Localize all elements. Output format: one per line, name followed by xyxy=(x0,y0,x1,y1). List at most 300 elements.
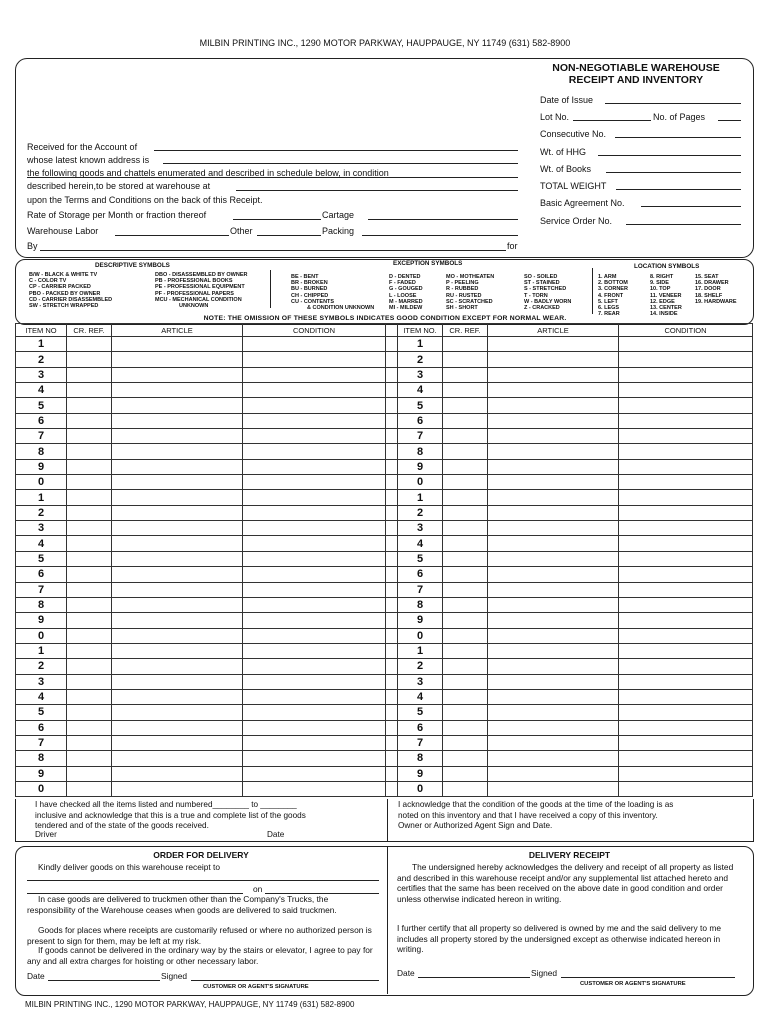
cr-ref-cell[interactable] xyxy=(443,337,488,352)
article-cell[interactable] xyxy=(112,429,243,444)
article-cell[interactable] xyxy=(112,720,243,735)
article-cell[interactable] xyxy=(488,398,619,413)
item-number-left: 2 xyxy=(16,659,67,674)
article-cell[interactable] xyxy=(112,475,243,490)
service-order-field[interactable] xyxy=(626,224,741,225)
cr-ref-cell[interactable] xyxy=(443,490,488,505)
symbol-entry: 19. HARDWARE xyxy=(695,298,737,305)
article-cell[interactable] xyxy=(488,475,619,490)
order-signed-label: Signed xyxy=(161,971,188,981)
item-number-left: 0 xyxy=(16,475,67,490)
wt-hhg-field[interactable] xyxy=(598,155,741,156)
article-cell[interactable] xyxy=(112,689,243,704)
receipt-title: DELIVERY RECEIPT xyxy=(528,850,611,860)
symbol-entry: 1. ARM xyxy=(598,274,617,280)
cr-ref-cell[interactable] xyxy=(443,705,488,720)
cr-ref-cell[interactable] xyxy=(67,659,112,674)
deliver-to-field[interactable] xyxy=(27,880,379,881)
item-number-left: 4 xyxy=(16,689,67,704)
article-cell[interactable] xyxy=(488,705,619,720)
service-order-label: Service Order No. xyxy=(540,216,613,226)
wt-books-label: Wt. of Books xyxy=(540,164,592,174)
condition-cell[interactable] xyxy=(619,367,753,382)
article-cell[interactable] xyxy=(112,751,243,766)
ack-left-line: I have checked all the items listed and numbered________ to ________ xyxy=(35,800,297,809)
condition-cell[interactable] xyxy=(243,751,386,766)
condition-cell[interactable] xyxy=(243,413,386,428)
article-cell[interactable] xyxy=(488,720,619,735)
condition-cell[interactable] xyxy=(243,643,386,658)
condition-cell[interactable] xyxy=(243,766,386,781)
cr-ref-cell[interactable] xyxy=(443,567,488,582)
receipt-date-field[interactable] xyxy=(418,977,530,978)
gap-cell xyxy=(386,751,398,766)
table-row xyxy=(16,521,753,536)
table-row xyxy=(16,444,753,459)
item-number-right: 0 xyxy=(398,628,443,643)
item-number-right: 6 xyxy=(398,720,443,735)
total-weight-field[interactable] xyxy=(616,189,741,190)
item-number-right: 7 xyxy=(398,582,443,597)
item-number-right: 8 xyxy=(398,597,443,612)
cr-ref-cell[interactable] xyxy=(443,766,488,781)
article-cell[interactable] xyxy=(488,367,619,382)
gap-cell xyxy=(386,689,398,704)
address-field-2[interactable] xyxy=(27,177,518,178)
article-cell[interactable] xyxy=(112,505,243,520)
condition-cell[interactable] xyxy=(619,337,753,352)
article-cell[interactable] xyxy=(488,413,619,428)
article-cell[interactable] xyxy=(112,521,243,536)
cr-ref-cell[interactable] xyxy=(67,337,112,352)
cr-ref-cell[interactable] xyxy=(443,735,488,750)
cr-ref-cell[interactable] xyxy=(443,597,488,612)
condition-cell[interactable] xyxy=(619,689,753,704)
address-field[interactable] xyxy=(163,163,518,164)
article-cell[interactable] xyxy=(488,567,619,582)
condition-cell[interactable] xyxy=(243,628,386,643)
labor-field[interactable] xyxy=(115,235,229,236)
condition-cell[interactable] xyxy=(243,490,386,505)
cr-ref-cell[interactable] xyxy=(443,781,488,796)
by-field[interactable] xyxy=(40,250,506,251)
article-cell[interactable] xyxy=(488,352,619,367)
table-row xyxy=(16,720,753,735)
article-cell[interactable] xyxy=(112,398,243,413)
table-row xyxy=(16,429,753,444)
cr-ref-cell[interactable] xyxy=(443,429,488,444)
cr-ref-cell[interactable] xyxy=(443,628,488,643)
condition-cell[interactable] xyxy=(619,781,753,796)
cr-ref-cell[interactable] xyxy=(67,674,112,689)
cr-ref-cell[interactable] xyxy=(443,613,488,628)
symbol-entry: 13. CENTER xyxy=(650,305,682,312)
cr-ref-cell[interactable] xyxy=(67,628,112,643)
article-cell[interactable] xyxy=(112,643,243,658)
symbol-entry: PBO - PACKED BY OWNER xyxy=(29,290,101,297)
condition-cell[interactable] xyxy=(243,720,386,735)
date-of-issue-field[interactable] xyxy=(605,103,741,104)
condition-cell[interactable] xyxy=(619,751,753,766)
condition-cell[interactable] xyxy=(619,582,753,597)
cr-ref-cell[interactable] xyxy=(67,459,112,474)
cr-ref-cell[interactable] xyxy=(67,444,112,459)
cr-ref-cell[interactable] xyxy=(443,720,488,735)
condition-cell[interactable] xyxy=(243,536,386,551)
item-number-right: 1 xyxy=(398,337,443,352)
article-cell[interactable] xyxy=(488,551,619,566)
total-weight-label: TOTAL WEIGHT xyxy=(540,181,607,191)
cr-ref-cell[interactable] xyxy=(443,475,488,490)
rate-label: Rate of Storage per Month or fraction thereof xyxy=(27,210,207,220)
article-cell[interactable] xyxy=(488,505,619,520)
article-cell[interactable] xyxy=(112,659,243,674)
cr-ref-cell[interactable] xyxy=(443,459,488,474)
condition-cell[interactable] xyxy=(619,735,753,750)
cr-ref-cell[interactable] xyxy=(67,429,112,444)
article-cell[interactable] xyxy=(112,567,243,582)
cr-ref-cell[interactable] xyxy=(67,367,112,382)
gap-cell xyxy=(386,613,398,628)
header-cr-ref-right: CR. REF. xyxy=(443,324,488,337)
condition-cell[interactable] xyxy=(619,352,753,367)
gap-cell xyxy=(386,735,398,750)
item-number-right: 9 xyxy=(398,459,443,474)
table-row xyxy=(16,459,753,474)
article-cell[interactable] xyxy=(488,490,619,505)
cr-ref-cell[interactable] xyxy=(443,398,488,413)
item-number-right: 4 xyxy=(398,689,443,704)
article-cell[interactable] xyxy=(112,628,243,643)
gap-cell xyxy=(386,490,398,505)
inventory-table xyxy=(15,323,753,797)
cr-ref-cell[interactable] xyxy=(443,551,488,566)
gap-cell xyxy=(386,674,398,689)
symbol-entry: M - MARRED xyxy=(389,298,423,305)
item-number-left: 8 xyxy=(16,751,67,766)
cr-ref-cell[interactable] xyxy=(67,766,112,781)
condition-cell[interactable] xyxy=(619,490,753,505)
receipt-p2: I further certify that all property so delivered is owned by me and the said delivery to me includes all property stored by the undersigned except as otherwise indicated hereon in writing. xyxy=(397,923,721,955)
header-gap xyxy=(386,324,398,337)
table-row xyxy=(16,398,753,413)
condition-cell[interactable] xyxy=(243,659,386,674)
article-cell[interactable] xyxy=(112,582,243,597)
condition-cell[interactable] xyxy=(619,705,753,720)
cr-ref-cell[interactable] xyxy=(443,383,488,398)
cr-ref-cell[interactable] xyxy=(443,352,488,367)
symbol-entry: & CONDITION UNKNOWN xyxy=(307,305,375,312)
article-cell[interactable] xyxy=(488,751,619,766)
cr-ref-cell[interactable] xyxy=(443,582,488,597)
article-cell[interactable] xyxy=(488,444,619,459)
condition-cell[interactable] xyxy=(619,383,753,398)
article-cell[interactable] xyxy=(112,705,243,720)
symbol-entry: BU - BURNED xyxy=(291,286,328,293)
cr-ref-cell[interactable] xyxy=(67,751,112,766)
condition-cell[interactable] xyxy=(619,551,753,566)
item-number-left: 7 xyxy=(16,429,67,444)
condition-cell[interactable] xyxy=(243,613,386,628)
ack-left xyxy=(35,800,385,832)
cr-ref-cell[interactable] xyxy=(67,705,112,720)
address-label: whose latest known address is xyxy=(27,155,150,165)
article-cell[interactable] xyxy=(112,413,243,428)
symbol-entry: Z - CRACKED xyxy=(524,305,560,312)
article-cell[interactable] xyxy=(112,444,243,459)
condition-cell[interactable] xyxy=(619,459,753,474)
symbol-entry: 6. LEGS xyxy=(598,305,620,312)
article-cell[interactable] xyxy=(112,613,243,628)
rate-field[interactable] xyxy=(233,219,321,220)
condition-cell[interactable] xyxy=(619,475,753,490)
condition-cell[interactable] xyxy=(243,551,386,566)
article-cell[interactable] xyxy=(112,674,243,689)
basic-agreement-field[interactable] xyxy=(641,206,741,207)
terms-label: upon the Terms and Conditions on the back of this Receipt. xyxy=(27,195,263,205)
condition-cell[interactable] xyxy=(619,567,753,582)
cr-ref-cell[interactable] xyxy=(67,521,112,536)
article-cell[interactable] xyxy=(488,766,619,781)
article-cell[interactable] xyxy=(488,597,619,612)
item-number-left: 9 xyxy=(16,613,67,628)
condition-cell[interactable] xyxy=(243,429,386,444)
item-number-left: 4 xyxy=(16,383,67,398)
consecutive-no-field[interactable] xyxy=(615,137,741,138)
condition-cell[interactable] xyxy=(243,781,386,796)
condition-cell[interactable] xyxy=(243,505,386,520)
condition-cell[interactable] xyxy=(243,444,386,459)
condition-cell[interactable] xyxy=(243,352,386,367)
condition-cell[interactable] xyxy=(243,674,386,689)
symbol-entry: S - STRETCHED xyxy=(524,286,567,293)
cr-ref-cell[interactable] xyxy=(67,720,112,735)
cr-ref-cell[interactable] xyxy=(67,689,112,704)
condition-cell[interactable] xyxy=(619,659,753,674)
item-number-left: 4 xyxy=(16,536,67,551)
cr-ref-cell[interactable] xyxy=(67,352,112,367)
cr-ref-cell[interactable] xyxy=(67,505,112,520)
article-cell[interactable] xyxy=(488,429,619,444)
symbol-entry: UNKNOWN xyxy=(179,303,209,310)
article-cell[interactable] xyxy=(488,628,619,643)
symbol-entry: T - TORN xyxy=(524,292,548,299)
symbol-entry: CD - CARRIER DISASSEMBLED xyxy=(29,296,113,303)
symbol-entry: C - COLOR TV xyxy=(29,278,67,285)
item-number-right: 4 xyxy=(398,536,443,551)
article-cell[interactable] xyxy=(112,459,243,474)
article-cell[interactable] xyxy=(488,659,619,674)
article-cell[interactable] xyxy=(488,459,619,474)
cr-ref-cell[interactable] xyxy=(67,781,112,796)
cr-ref-cell[interactable] xyxy=(67,490,112,505)
warehouse-field[interactable] xyxy=(236,190,518,191)
condition-cell[interactable] xyxy=(619,429,753,444)
condition-cell[interactable] xyxy=(243,567,386,582)
cr-ref-cell[interactable] xyxy=(67,398,112,413)
gap-cell xyxy=(386,781,398,796)
condition-cell[interactable] xyxy=(619,536,753,551)
article-cell[interactable] xyxy=(112,536,243,551)
cr-ref-cell[interactable] xyxy=(443,659,488,674)
cr-ref-cell[interactable] xyxy=(67,413,112,428)
symbol-entry: 8. RIGHT xyxy=(650,274,674,280)
header-text: MILBIN PRINTING INC., 1290 MOTOR PARKWAY, HAUPPAUGE, NY 11749 (631) 582-8900 xyxy=(199,38,571,48)
cr-ref-cell[interactable] xyxy=(443,751,488,766)
symbol-entry: DBO - DISASSEMBLED BY OWNER xyxy=(155,272,248,278)
article-cell[interactable] xyxy=(112,597,243,612)
article-cell[interactable] xyxy=(112,551,243,566)
article-cell[interactable] xyxy=(488,781,619,796)
delivery-divider xyxy=(387,846,388,994)
condition-cell[interactable] xyxy=(619,628,753,643)
cr-ref-cell[interactable] xyxy=(67,597,112,612)
condition-cell[interactable] xyxy=(243,705,386,720)
condition-cell[interactable] xyxy=(243,597,386,612)
gap-cell xyxy=(386,582,398,597)
ack-right xyxy=(398,800,748,832)
table-row xyxy=(16,352,753,367)
condition-cell[interactable] xyxy=(243,689,386,704)
cr-ref-cell[interactable] xyxy=(443,444,488,459)
order-kindly: Kindly deliver goods on this warehouse receipt to xyxy=(38,862,221,872)
article-cell[interactable] xyxy=(488,735,619,750)
cr-ref-cell[interactable] xyxy=(443,505,488,520)
lot-no-field[interactable] xyxy=(573,120,651,121)
item-number-right: 7 xyxy=(398,429,443,444)
gap-cell xyxy=(386,429,398,444)
ack-right-line: noted on this inventory and that I have received a copy of this inventory. xyxy=(398,810,658,820)
article-cell[interactable] xyxy=(488,582,619,597)
condition-cell[interactable] xyxy=(243,398,386,413)
article-cell[interactable] xyxy=(112,383,243,398)
condition-cell[interactable] xyxy=(243,582,386,597)
by-label: By xyxy=(27,241,38,251)
condition-cell[interactable] xyxy=(619,643,753,658)
item-number-right: 7 xyxy=(398,735,443,750)
order-signature-field[interactable] xyxy=(191,980,379,981)
condition-cell[interactable] xyxy=(619,444,753,459)
cr-ref-cell[interactable] xyxy=(67,475,112,490)
article-cell[interactable] xyxy=(112,490,243,505)
symbol-entry: SH - SHORT xyxy=(446,305,478,312)
other-label: Other xyxy=(230,226,253,236)
condition-cell[interactable] xyxy=(243,383,386,398)
item-number-right: 8 xyxy=(398,751,443,766)
condition-cell[interactable] xyxy=(243,459,386,474)
cr-ref-cell[interactable] xyxy=(67,383,112,398)
symbol-entry: BE - BENT xyxy=(291,274,319,280)
item-number-left: 9 xyxy=(16,459,67,474)
receipt-signature-field[interactable] xyxy=(561,977,735,978)
cartage-field[interactable] xyxy=(368,219,518,220)
exc-col-2 xyxy=(389,274,423,311)
cr-ref-cell[interactable] xyxy=(67,735,112,750)
cr-ref-cell[interactable] xyxy=(67,536,112,551)
article-cell[interactable] xyxy=(488,521,619,536)
condition-cell[interactable] xyxy=(619,398,753,413)
article-cell[interactable] xyxy=(112,352,243,367)
packing-field[interactable] xyxy=(362,235,518,236)
desc-col-2 xyxy=(155,272,248,309)
footer-text: MILBIN PRINTING INC., 1290 MOTOR PARKWAY, HAUPPAUGE, NY 11749 (631) 582-8900 xyxy=(25,1000,355,1009)
gap-cell xyxy=(386,551,398,566)
receipt-sig-label: CUSTOMER OR AGENT'S SIGNATURE xyxy=(580,981,686,987)
cr-ref-cell[interactable] xyxy=(67,551,112,566)
header-article: ARTICLE xyxy=(112,324,243,337)
condition-cell[interactable] xyxy=(619,720,753,735)
article-cell[interactable] xyxy=(112,735,243,750)
condition-cell[interactable] xyxy=(243,475,386,490)
article-cell[interactable] xyxy=(488,674,619,689)
consecutive-no-label: Consecutive No. xyxy=(540,129,607,139)
order-date-field[interactable] xyxy=(48,980,160,981)
condition-cell[interactable] xyxy=(619,521,753,536)
article-cell[interactable] xyxy=(488,689,619,704)
item-number-right: 1 xyxy=(398,643,443,658)
condition-cell[interactable] xyxy=(619,597,753,612)
condition-cell[interactable] xyxy=(619,766,753,781)
article-cell[interactable] xyxy=(488,383,619,398)
title-line-2: RECEIPT AND INVENTORY xyxy=(568,74,704,86)
driver-label: Driver xyxy=(35,830,57,839)
cr-ref-cell[interactable] xyxy=(443,413,488,428)
article-cell[interactable] xyxy=(488,337,619,352)
article-cell[interactable] xyxy=(488,536,619,551)
gap-cell xyxy=(386,475,398,490)
symbol-entry: PB - PROFESSIONAL BOOKS xyxy=(155,278,233,285)
table-row xyxy=(16,674,753,689)
article-cell[interactable] xyxy=(488,643,619,658)
condition-cell[interactable] xyxy=(243,367,386,382)
condition-cell[interactable] xyxy=(619,613,753,628)
cr-ref-cell[interactable] xyxy=(443,536,488,551)
gap-cell xyxy=(386,398,398,413)
condition-cell[interactable] xyxy=(619,505,753,520)
cr-ref-cell[interactable] xyxy=(67,567,112,582)
symbol-entry: 3. CORNER xyxy=(598,286,628,293)
condition-cell[interactable] xyxy=(619,413,753,428)
symbol-entry: SO - SOILED xyxy=(524,274,558,280)
cr-ref-cell[interactable] xyxy=(67,582,112,597)
cr-ref-cell[interactable] xyxy=(67,643,112,658)
condition-cell[interactable] xyxy=(243,337,386,352)
cr-ref-cell[interactable] xyxy=(443,643,488,658)
account-field[interactable] xyxy=(154,150,518,151)
receipt-date-label: Date xyxy=(397,968,415,978)
article-cell[interactable] xyxy=(112,337,243,352)
condition-cell[interactable] xyxy=(243,521,386,536)
wt-books-field[interactable] xyxy=(606,172,741,173)
cr-ref-cell[interactable] xyxy=(67,613,112,628)
condition-cell[interactable] xyxy=(243,735,386,750)
article-cell[interactable] xyxy=(112,766,243,781)
cr-ref-cell[interactable] xyxy=(443,367,488,382)
other-field[interactable] xyxy=(257,235,321,236)
condition-cell[interactable] xyxy=(619,674,753,689)
article-cell[interactable] xyxy=(112,781,243,796)
item-number-left: 1 xyxy=(16,643,67,658)
article-cell[interactable] xyxy=(488,613,619,628)
no-of-pages-field[interactable] xyxy=(718,120,741,121)
cr-ref-cell[interactable] xyxy=(443,689,488,704)
cr-ref-cell[interactable] xyxy=(443,674,488,689)
table-row xyxy=(16,475,753,490)
descriptive-title: DESCRIPTIVE SYMBOLS xyxy=(95,262,170,269)
cr-ref-cell[interactable] xyxy=(443,521,488,536)
header-cr-ref: CR. REF. xyxy=(67,324,112,337)
article-cell[interactable] xyxy=(112,367,243,382)
